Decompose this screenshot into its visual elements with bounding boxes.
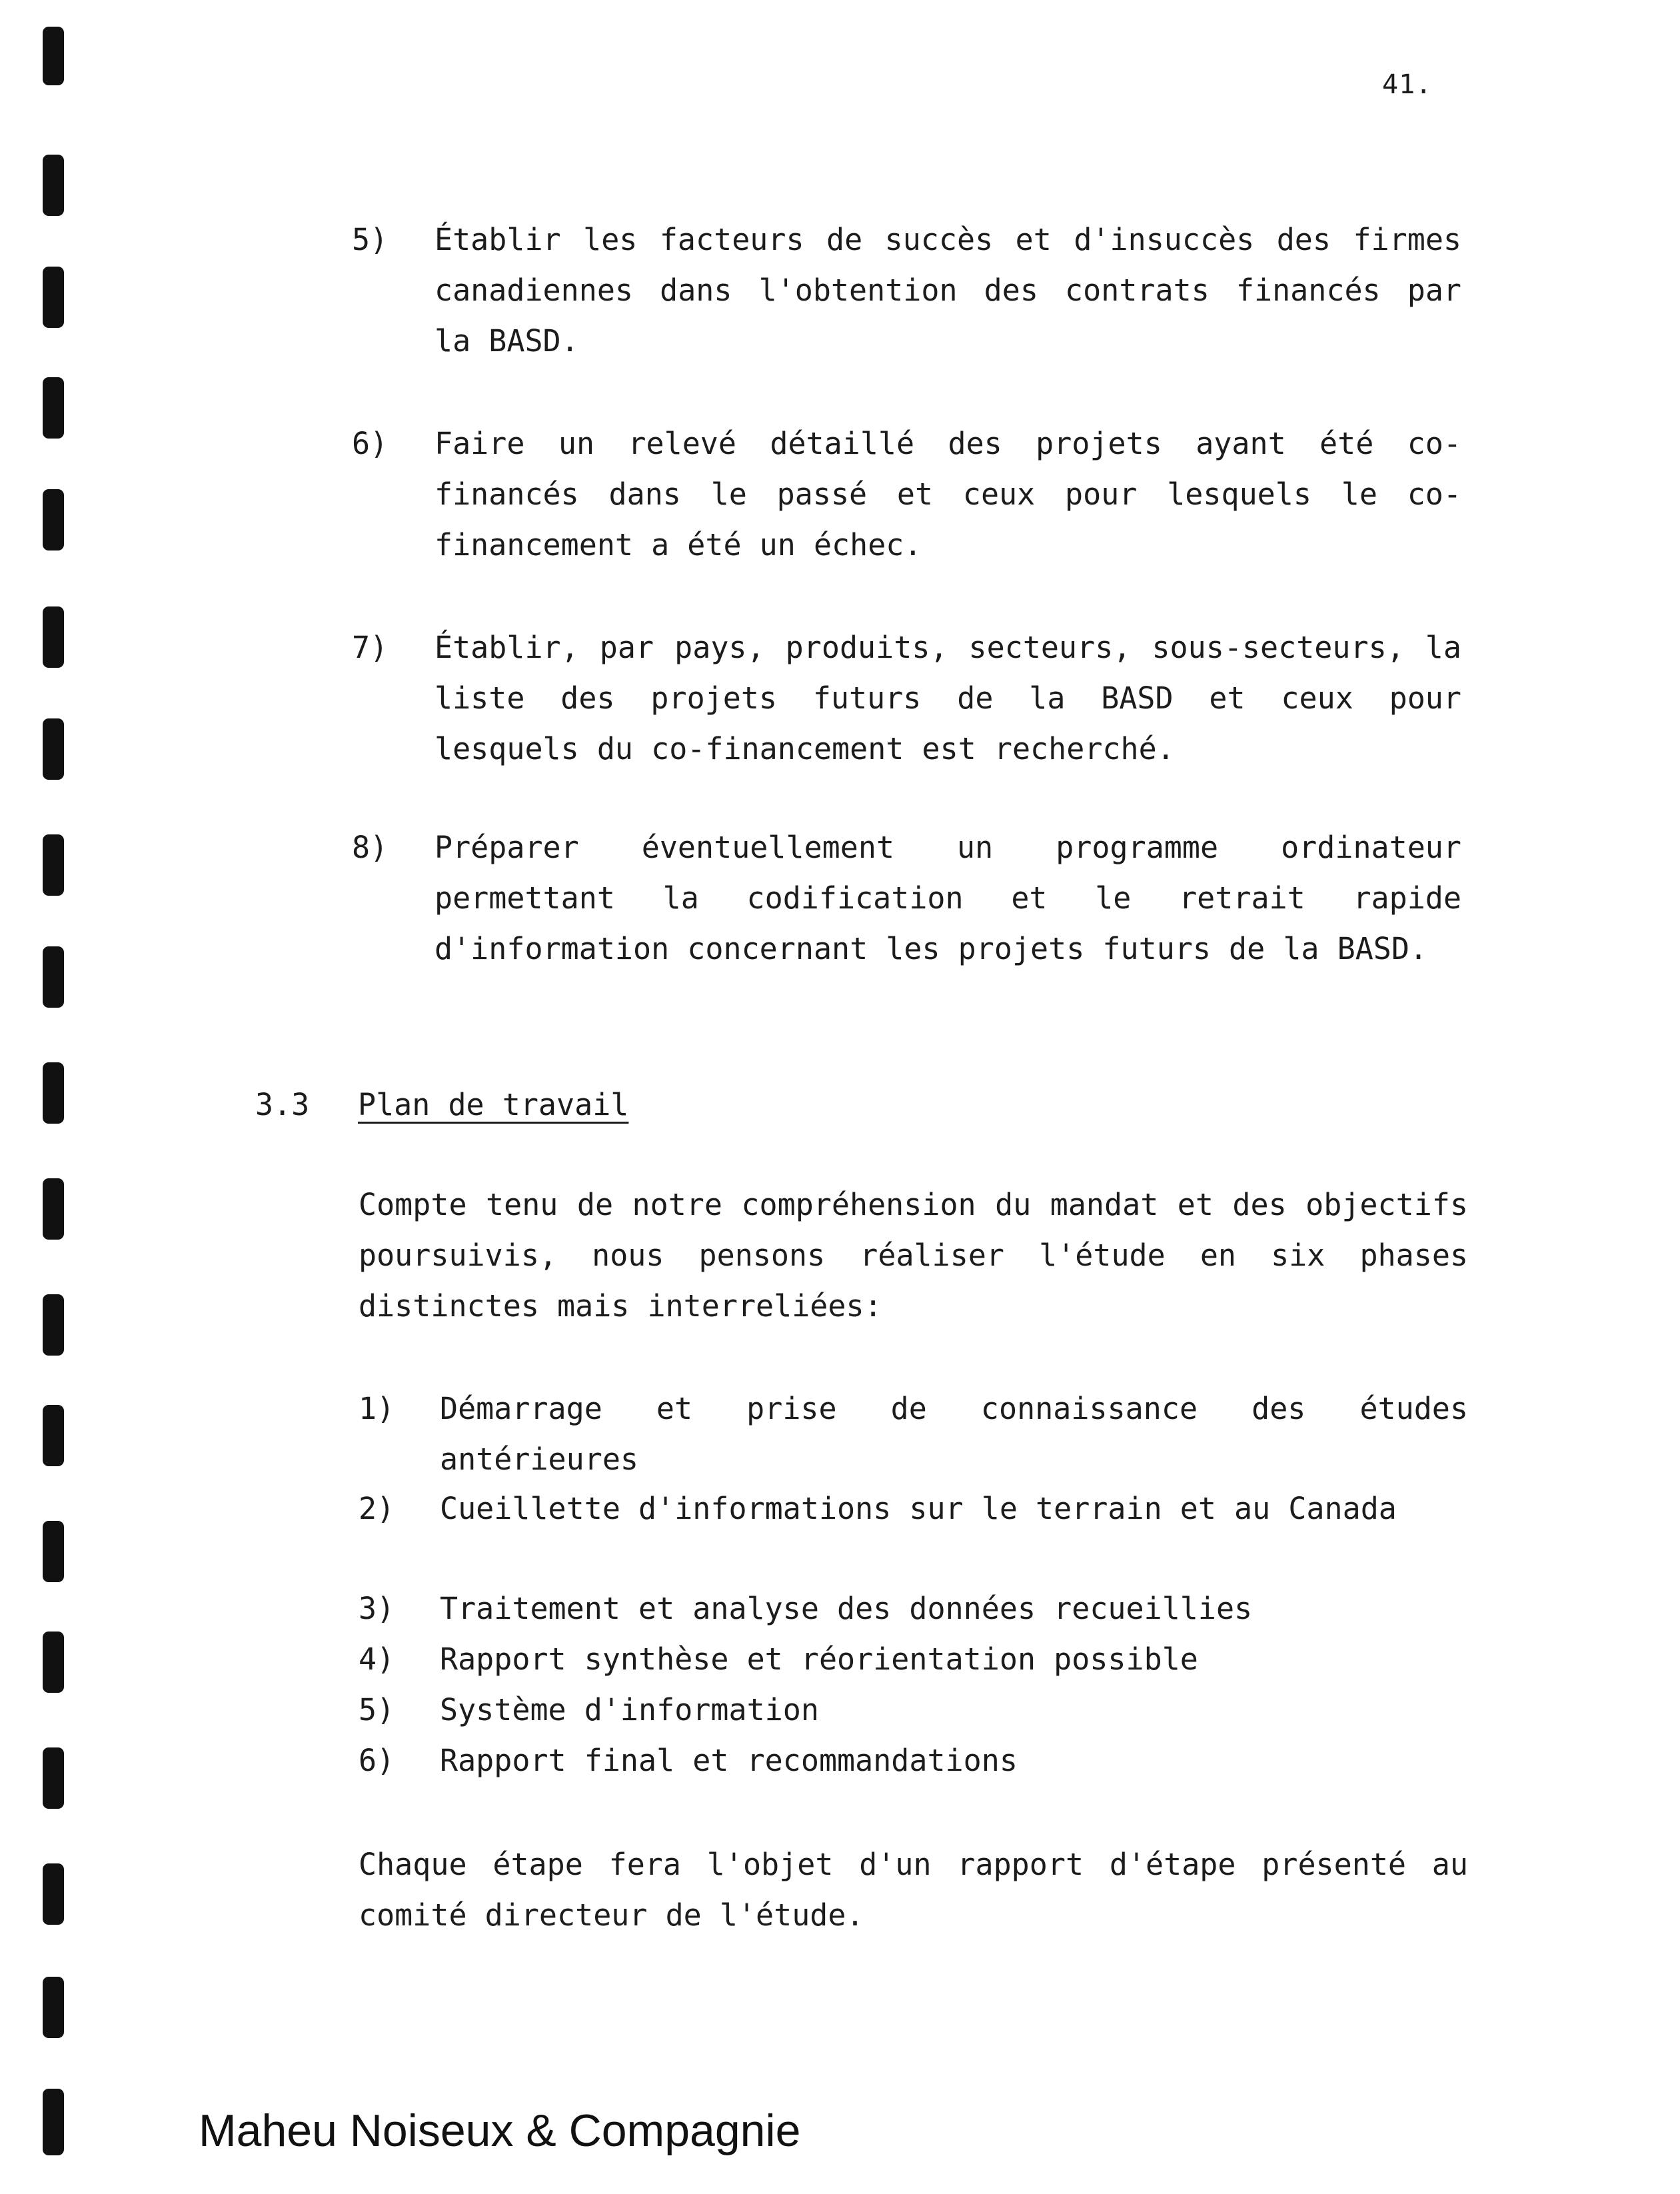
binding-hole [43, 718, 64, 780]
phase-text: Démarrage et prise de connaissance des études antérieures [440, 1391, 1468, 1477]
binding-hole [43, 1062, 64, 1124]
phase-text: Cueillette d'informations sur le terrain et au Canada [440, 1491, 1397, 1526]
phase-item [359, 1685, 1468, 1735]
phase-item [359, 1384, 1468, 1485]
phase-number: 1) [359, 1391, 395, 1426]
binding-hole [43, 1863, 64, 1925]
binding-hole [43, 1747, 64, 1809]
objective-item [352, 622, 1461, 774]
objective-item [352, 419, 1461, 570]
binding-hole [43, 946, 64, 1008]
footer-company-name: Maheu Noiseux & Compagnie [199, 2105, 801, 2156]
phase-text: Système d'information [440, 1692, 819, 1727]
closing-paragraph: Chaque étape fera l'objet d'un rapport d'étape présenté au comité directeur de l'étude. [359, 1847, 1468, 1933]
section-number: 3.3 [255, 1087, 310, 1122]
phase-number: 6) [359, 1743, 395, 1778]
binding-hole [43, 377, 64, 439]
binding-hole [43, 606, 64, 668]
phase-text: Rapport final et recommandations [440, 1743, 1018, 1778]
phase-number: 2) [359, 1491, 395, 1526]
objective-text: Établir les facteurs de succès et d'insuccès des firmes canadiennes dans l'obtention des contrats financés par la BASD. [434, 222, 1461, 359]
binding-hole [43, 27, 64, 85]
binding-hole [43, 1178, 64, 1240]
phase-item [359, 1584, 1468, 1634]
phase-text: Traitement et analyse des données recueillies [440, 1591, 1253, 1626]
binding-hole [43, 267, 64, 328]
phase-number: 5) [359, 1692, 395, 1727]
phase-number: 4) [359, 1642, 395, 1677]
section-heading [255, 1080, 628, 1130]
binding-hole [43, 489, 64, 550]
phase-number: 3) [359, 1591, 395, 1626]
objective-item [352, 215, 1461, 367]
objective-item [352, 822, 1461, 974]
phase-item [359, 1735, 1468, 1786]
objective-number: 6) [352, 426, 389, 461]
binding-hole [43, 1977, 64, 2038]
phase-item [359, 1484, 1468, 1534]
binding-hole [43, 1632, 64, 1693]
intro-paragraph: Compte tenu de notre compréhension du mandat et des objectifs poursuivis, nous pensons réaliser l'étude en six phases distinctes mais interreliées: [359, 1187, 1468, 1324]
binding-hole [43, 1294, 64, 1356]
binding-hole [43, 1405, 64, 1466]
phase-text: Rapport synthèse et réorientation possible [440, 1642, 1198, 1677]
binding-hole [43, 834, 64, 896]
objective-number: 8) [352, 830, 389, 865]
binding-hole [43, 1521, 64, 1582]
page-number: 41. [1382, 69, 1433, 100]
objective-number: 7) [352, 630, 389, 665]
section-title: Plan de travail [358, 1087, 629, 1122]
binding-hole [43, 2089, 64, 2155]
objective-number: 5) [352, 222, 389, 257]
objective-text: Préparer éventuellement un programme ordinateur permettant la codification et le retrait rapide d'information concernant les projets futurs de la BASD. [434, 830, 1461, 966]
binding-holes [0, 0, 73, 2194]
phase-item [359, 1634, 1468, 1685]
objective-text: Établir, par pays, produits, secteurs, sous-secteurs, la liste des projets futurs de la BASD et ceux pour lesquels du co-financement est recherché. [434, 630, 1461, 766]
objective-text: Faire un relevé détaillé des projets ayant été co-financés dans le passé et ceux pour lesquels le co-financement a été un échec. [434, 426, 1461, 562]
binding-hole [43, 155, 64, 216]
